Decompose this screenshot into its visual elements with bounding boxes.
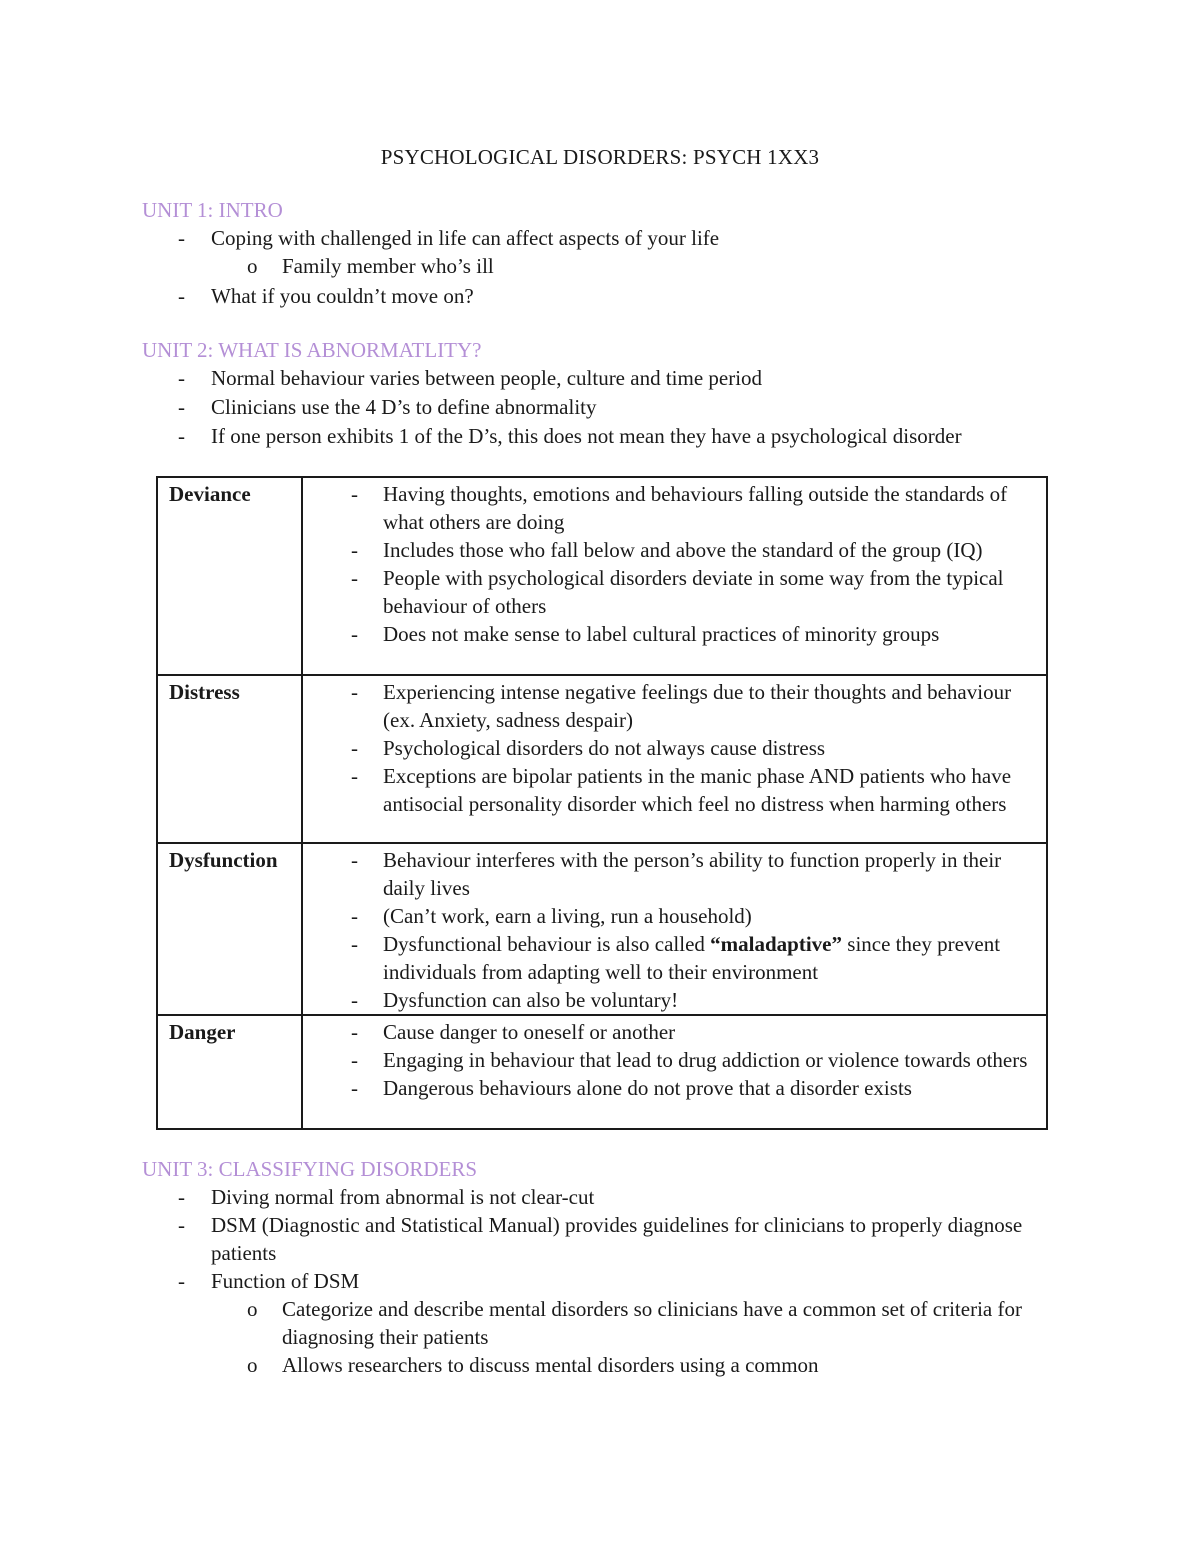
term-cell: Deviance [157,477,302,675]
description-list [317,1018,1038,1102]
table-row [157,843,1047,1015]
list-item: - Dangerous behaviours alone do not prove that a disorder exists [317,1074,1038,1102]
unit-2-heading: UNIT 2: WHAT IS ABNORMATLITY? [142,338,482,362]
table-row [157,477,1047,675]
list-item-text: - Function of DSM [211,1269,360,1293]
unit-3-heading: UNIT 3: CLASSIFYING DISORDERS [142,1157,478,1181]
description-cell [302,843,1047,1015]
unit-3-list [142,1183,1062,1379]
list-item: - Normal behaviour varies between people, culture and time period [142,364,1062,392]
list-item: - DSM (Diagnostic and Statistical Manual) provides guidelines for clinicians to properly diagnose patients [142,1211,1062,1267]
description-list [317,678,1038,818]
list-item: - Cause danger to oneself or another [317,1018,1038,1046]
text-segment: Dysfunctional behaviour is also called [383,932,711,956]
unit-1-section [142,196,1062,310]
list-item: - Dysfunction can also be voluntary! [317,986,1038,1014]
term-cell: Dysfunction [157,843,302,1015]
description-cell [302,477,1047,675]
description-list [317,846,1038,1014]
table-row [157,675,1047,843]
list-item: - (Can’t work, earn a living, run a household) [317,902,1038,930]
sub-list-item: o Allows researchers to discuss mental disorders using a common [142,1351,1062,1379]
list-item: - People with psychological disorders deviate in some way from the typical behaviour of others [317,564,1038,620]
term-cell: Danger [157,1015,302,1129]
table-row [157,1015,1047,1129]
list-item: - Having thoughts, emotions and behaviours falling outside the standards of what others are doing [317,480,1038,536]
list-item: - Diving normal from abnormal is not clear-cut [142,1183,1062,1211]
list-item: - Does not make sense to label cultural practices of minority groups [317,620,1038,648]
list-item: - Engaging in behaviour that lead to drug addiction or violence towards others [317,1046,1038,1074]
text-segment: since they prevent individuals from adapting well to their environment [383,932,1001,984]
list-item [142,1267,1062,1379]
term-cell: Distress [157,675,302,843]
sub-list-item: o Family member who’s ill [142,252,1062,280]
unit-2-list [142,364,1062,450]
list-item: - Experiencing intense negative feelings due to their thoughts and behaviour (ex. Anxiety, sadness despair) [317,678,1038,734]
unit-1-list [142,224,1062,310]
page-title: PSYCHOLOGICAL DISORDERS: PSYCH 1XX3 [380,145,820,169]
list-item: - Behaviour interferes with the person’s ability to function properly in their daily lives [317,846,1038,902]
list-item: - What if you couldn’t move on? [142,282,1062,310]
description-list [317,480,1038,648]
description-cell [302,1015,1047,1129]
list-item: - Clinicians use the 4 D’s to define abnormality [142,393,1062,421]
bold-term: “maladaptive” [710,932,843,956]
list-item: - Includes those who fall below and above the standard of the group (IQ) [317,536,1038,564]
unit-2-section [142,336,1062,450]
list-item: - Psychological disorders do not always cause distress [317,734,1038,762]
description-cell [302,675,1047,843]
unit-3-section [142,1155,1062,1379]
sub-list [211,1295,1062,1379]
sub-list-item: o Categorize and describe mental disorders so clinicians have a common set of criteria for diagnosing their patients [142,1295,1062,1351]
list-item: - If one person exhibits 1 of the D’s, this does not mean they have a psychological disorder [142,422,1062,450]
list-item [317,930,1038,986]
sub-list [211,252,1062,280]
unit-1-heading: UNIT 1: INTRO [142,198,283,222]
list-item: - Exceptions are bipolar patients in the manic phase AND patients who have antisocial personality disorder which feel no distress when harming others [317,762,1038,818]
four-ds-table [156,476,1048,1130]
list-item [142,224,1062,280]
list-item-text: - Coping with challenged in life can affect aspects of your life [211,226,720,250]
